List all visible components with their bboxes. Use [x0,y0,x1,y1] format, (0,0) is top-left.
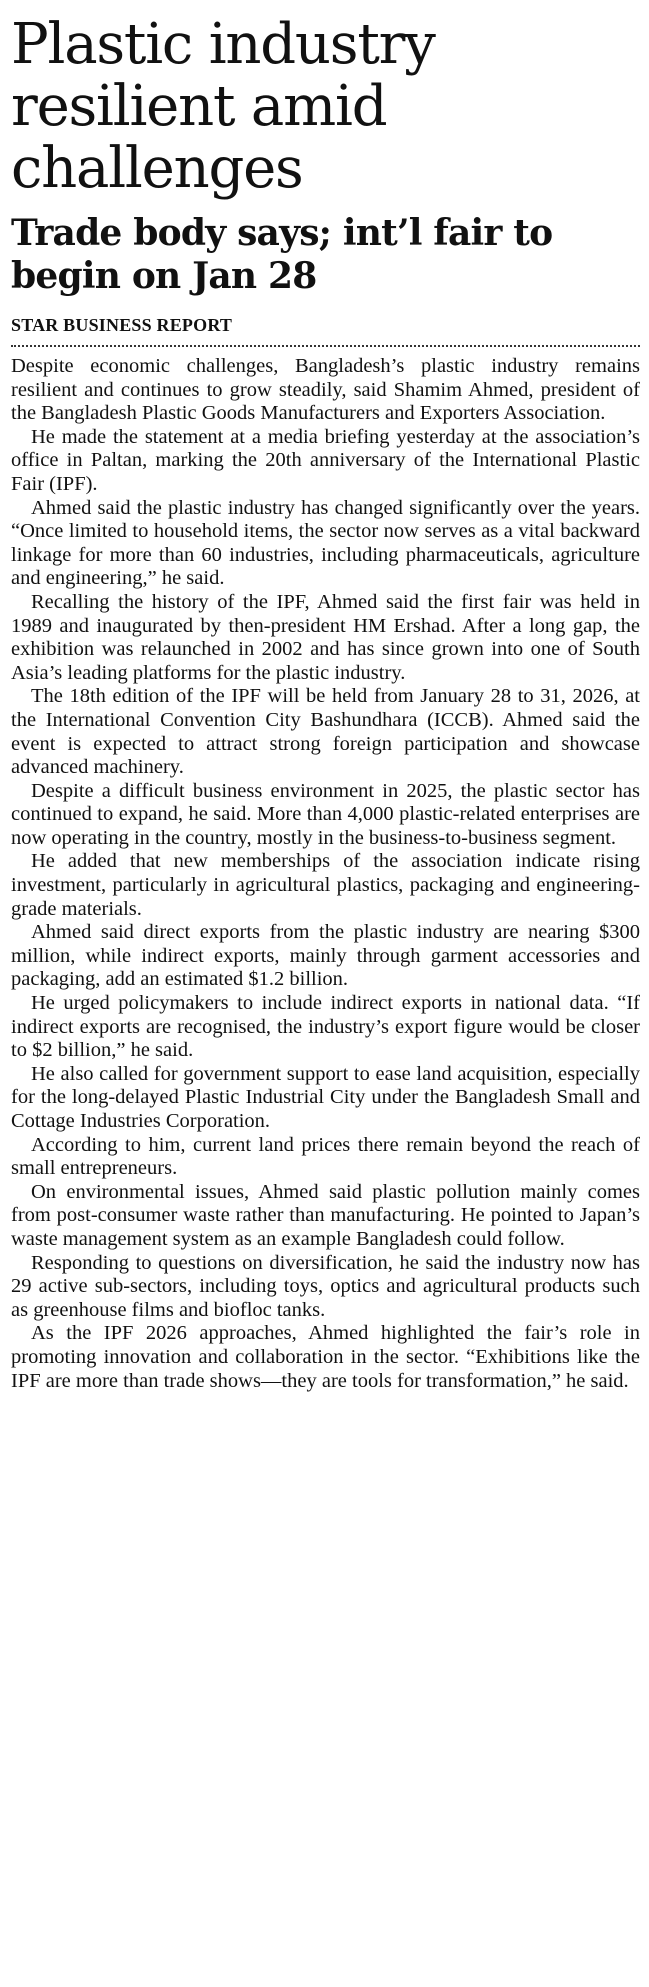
news-article [11,14,640,1393]
body-paragraph: Despite economic challenges, Bangladesh’s plastic industry remains resilient and continues to grow steadily, said Shamim Ahmed, president of the Bangladesh Plastic Goods Manufacturers and Exporters Association. [11,355,640,425]
body-paragraph: Despite a difficult business environment in 2025, the plastic sector has continued to expand, he said. More than 4,000 plastic-related enterprises are now operating in the country, mostly in the business-to-business segment. [11,779,640,849]
body-paragraph: Responding to questions on diversification, he said the industry now has 29 active sub-sectors, including toys, optics and agricultural products such as greenhouse films and biofloc tanks. [11,1251,640,1321]
body-paragraph: According to him, current land prices there remain beyond the reach of small entrepreneurs. [11,1133,640,1180]
body-paragraph: Ahmed said direct exports from the plastic industry are nearing $300 million, while indirect exports, mainly through garment accessories and packaging, add an estimated $1.2 billion. [11,921,640,991]
body-paragraph: He added that new memberships of the association indicate rising investment, particularly in agricultural plastics, packaging and engineering-grade materials. [11,850,640,920]
body-paragraph: He made the statement at a media briefing yesterday at the association’s office in Paltan, marking the 20th anniversary of the International Plastic Fair (IPF). [11,425,640,495]
body-paragraph: On environmental issues, Ahmed said plastic pollution mainly comes from post-consumer waste rather than manufacturing. He pointed to Japan’s waste management system as an example Bangladesh could follow. [11,1180,640,1250]
body-paragraph: He also called for government support to ease land acquisition, especially for the long-delayed Plastic Industrial City under the Bangladesh Small and Cottage Industries Corporation. [11,1062,640,1132]
article-subhead: Trade body says; int’l fair to begin on Jan 28 [11,212,553,297]
article-headline: Plastic industry resilient amid challenges [11,12,435,201]
byline-divider [11,345,640,347]
article-byline: STAR BUSINESS REPORT [11,315,233,335]
body-paragraph: Ahmed said the plastic industry has changed significantly over the years. “Once limited to household items, the sector now serves as a vital backward linkage for more than 60 industries, including pharmaceuticals, agriculture and engineering,” he said. [11,496,640,590]
body-paragraph: Recalling the history of the IPF, Ahmed said the first fair was held in 1989 and inaugurated by then-president HM Ershad. After a long gap, the exhibition was relaunched in 2002 and has since grown into one of South Asia’s leading platforms for the plastic industry. [11,590,640,684]
body-paragraph: As the IPF 2026 approaches, Ahmed highlighted the fair’s role in promoting innovation and collaboration in the sector. “Exhibitions like the IPF are more than trade shows—they are tools for transformation,” he said. [11,1322,640,1392]
body-paragraph: The 18th edition of the IPF will be held from January 28 to 31, 2026, at the International Convention City Bashundhara (ICCB). Ahmed said the event is expected to attract strong foreign participation and showcase advanced machinery. [11,685,640,779]
article-body [11,355,640,1393]
body-paragraph: He urged policymakers to include indirect exports in national data. “If indirect exports are recognised, the industry’s export figure would be closer to $2 billion,” he said. [11,992,640,1062]
